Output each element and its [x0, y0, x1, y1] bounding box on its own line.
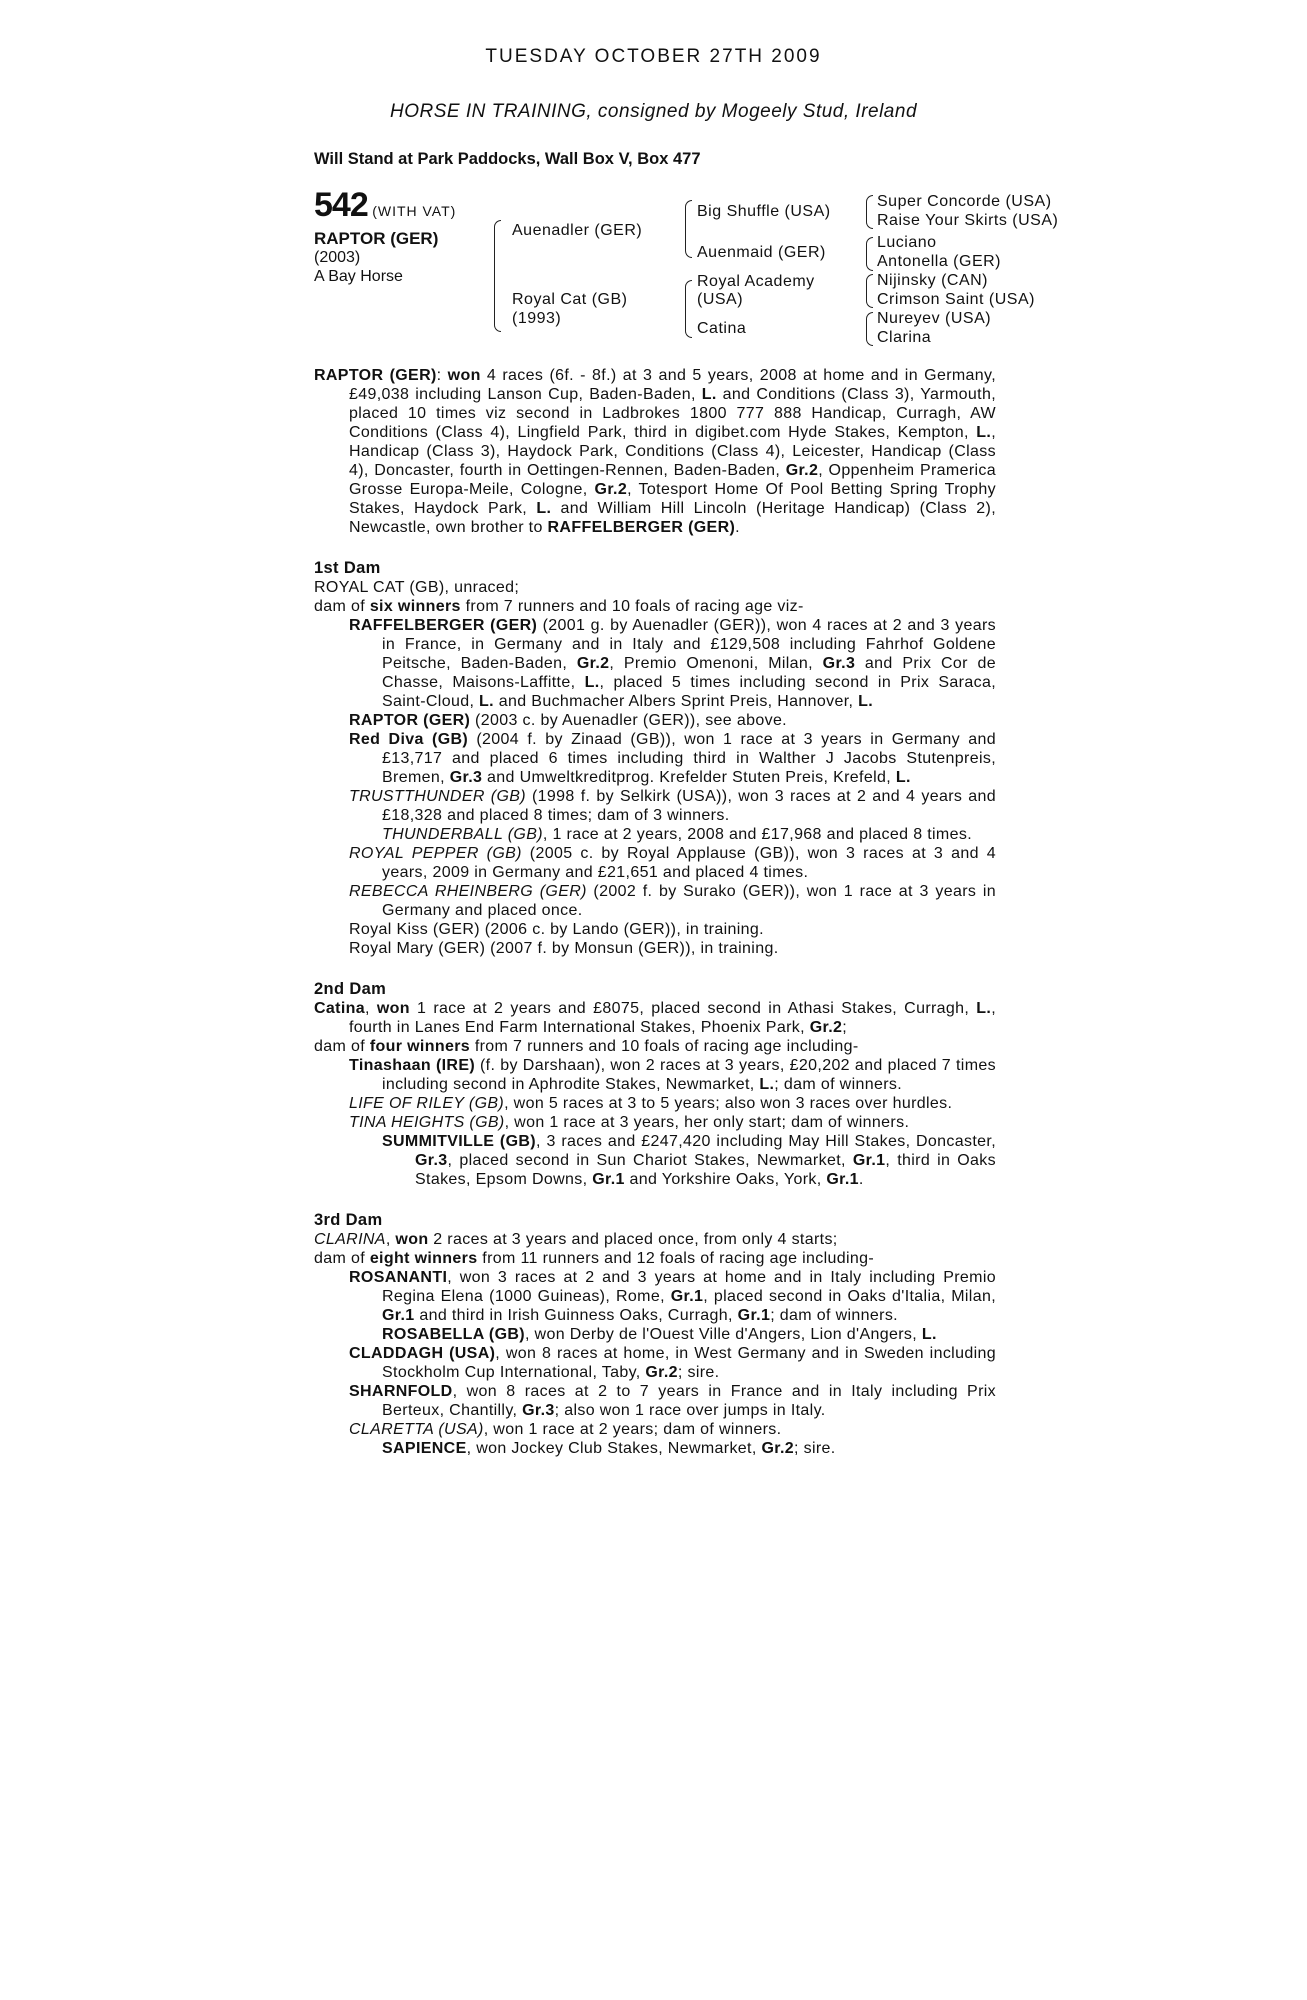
produce-rebecca-rheinberg: REBECCA RHEINBERG (GER) (2002 f. by Surako (GER)), won 1 race at 3 years in Germany and placed once. — [349, 883, 996, 919]
brace-g56 — [866, 274, 873, 308]
summary-paragraph: RAPTOR (GER): won 4 races (6f. - 8f.) at 3 and 5 years, 2008 at home and in Germany, £49,038 including Lanson Cup, Baden-Baden, L. and Conditions (Class 3), Yarmouth, placed 10 times viz second in Ladbrokes 1800 777 888 Handicap, Curragh, AW Conditions (Class 4), Lingfield Park, third in digibet.com Hyde Stakes, Kempton, L., Handicap (Class 3), Haydock Park, Conditions (Class 4), Leicester, Handicap (Class 4), Doncaster, fourth in Oettingen-Rennen, Baden-Baden, Gr.2, Oppenheim Pramerica Grosse Europa-Meile, Cologne, Gr.2, Totesport Home Of Pool Betting Spring Trophy Stakes, Haydock Park, L. and William Hill Lincoln (Heritage Handicap) (Class 2), Newcastle, own brother to RAFFELBERGER (GER). — [314, 367, 997, 536]
pedigree-g8: Clarina — [877, 329, 932, 346]
produce-sapience: SAPIENCE, won Jockey Club Stakes, Newmarket, Gr.2; sire. — [382, 1440, 836, 1457]
pedigree-dam-sire: Royal Academy — [697, 273, 815, 290]
brace-sire — [685, 200, 692, 258]
horse-name: RAPTOR (GER) — [314, 229, 439, 248]
produce-claddagh: CLADDAGH (USA), won 8 races at home, in West Germany and in Sweden including Stockholm Cup International, Taby, Gr.2; sire. — [349, 1345, 996, 1381]
pedigree-g7: Nureyev (USA) — [877, 310, 992, 327]
pedigree-g4: Antonella (GER) — [877, 253, 1001, 270]
vat-note: (WITH VAT) — [372, 203, 457, 219]
produce-royal-mary: Royal Mary (GER) (2007 f. by Monsun (GER)), in training. — [349, 940, 779, 957]
pedigree-g3: Luciano — [877, 234, 937, 251]
second-dam-heading: 2nd Dam — [314, 980, 387, 998]
first-dam-produce: dam of six winners from 7 runners and 10 foals of racing age viz- — [314, 598, 804, 615]
pedigree-g2: Raise Your Skirts (USA) — [877, 212, 1059, 229]
brace-g34 — [866, 237, 873, 271]
second-dam-produce: dam of four winners from 7 runners and 10 foals of racing age including- — [314, 1038, 859, 1055]
produce-sharnfold: SHARNFOLD, won 8 races at 2 to 7 years in France and in Italy including Prix Berteux, Chantilly, Gr.3; also won 1 race over jumps in Italy. — [349, 1383, 996, 1419]
pedigree-sire-dam: Auenmaid (GER) — [697, 244, 826, 261]
third-dam-heading: 3rd Dam — [314, 1211, 383, 1229]
race-record — [314, 366, 996, 1458]
produce-royal-kiss: Royal Kiss (GER) (2006 c. by Lando (GER)), in training. — [349, 921, 764, 938]
pedigree-sire: Auenadler (GER) — [512, 222, 643, 239]
produce-life-of-riley: LIFE OF RILEY (GB), won 5 races at 3 to 5 years; also won 3 races over hurdles. — [349, 1095, 953, 1112]
produce-tinashaan: Tinashaan (IRE) (f. by Darshaan), won 2 races at 3 years, £20,202 and placed 7 times including second in Aphrodite Stakes, Newmarket, L.; dam of winners. — [349, 1057, 996, 1093]
lot-block — [314, 186, 474, 286]
horse-description: A Bay Horse — [314, 268, 403, 285]
pedigree-dam-year: (1993) — [512, 310, 562, 327]
produce-raffelberger: RAFFELBERGER (GER) (2001 g. by Auenadler (GER)), won 4 races at 2 and 3 years in France, in Germany and in Italy and £129,508 including Fahrhof Goldene Peitsche, Baden-Baden, Gr.2, Premio Omenoni, Milan, Gr.3 and Prix Cor de Chasse, Maisons-Laffitte, L., placed 5 times including second in Prix Saraca, Saint-Cloud, L. and Buchmacher Albers Sprint Preis, Hannover, L. — [349, 617, 996, 710]
brace-g78 — [866, 312, 873, 346]
pedigree-g6: Crimson Saint (USA) — [877, 291, 1035, 308]
first-dam-heading: 1st Dam — [314, 559, 381, 577]
produce-royal-pepper: ROYAL PEPPER (GB) (2005 c. by Royal Applause (GB)), won 3 races at 3 and 4 years, 2009 in Germany and £21,651 and placed 4 times. — [349, 845, 996, 881]
produce-rosabella: ROSABELLA (GB), won Derby de l'Ouest Ville d'Angers, Lion d'Angers, L. — [382, 1326, 937, 1343]
third-dam-line: CLARINA, won 2 races at 3 years and placed once, from only 4 starts; — [314, 1231, 838, 1248]
sale-date: TUESDAY OCTOBER 27TH 2009 — [485, 46, 822, 67]
pedigree-dam-sire-origin: (USA) — [697, 291, 744, 308]
produce-summitville: SUMMITVILLE (GB), 3 races and £247,420 including May Hill Stakes, Doncaster, Gr.3, placed second in Sun Chariot Stakes, Newmarket, Gr.1, third in Oaks Stakes, Epsom Downs, Gr.1 and Yorkshire Oaks, York, Gr.1. — [382, 1133, 997, 1188]
produce-thunderball: THUNDERBALL (GB), 1 race at 2 years, 2008 and £17,968 and placed 8 times. — [382, 826, 973, 843]
second-dam-line: Catina, won 1 race at 2 years and £8075, placed second in Athasi Stakes, Curragh, L., fourth in Lanes End Farm International Stakes, Phoenix Park, Gr.2; — [314, 1000, 997, 1036]
pedigree-dam-dam: Catina — [697, 320, 747, 337]
pedigree-g5: Nijinsky (CAN) — [877, 272, 988, 289]
produce-tina-heights: TINA HEIGHTS (GB), won 1 race at 3 years, her only start; dam of winners. — [349, 1114, 910, 1131]
brace-dam — [685, 280, 692, 338]
pedigree-sire-sire: Big Shuffle (USA) — [697, 203, 831, 220]
pedigree-dam: Royal Cat (GB) — [512, 291, 628, 308]
pedigree-g1: Super Concorde (USA) — [877, 193, 1052, 210]
produce-raptor: RAPTOR (GER) (2003 c. by Auenadler (GER)), see above. — [349, 712, 787, 729]
produce-trustthunder: TRUSTTHUNDER (GB) (1998 f. by Selkirk (USA)), won 3 races at 2 and 4 years and £18,328 and placed 8 times; dam of 3 winners. — [349, 788, 996, 824]
third-dam-produce: dam of eight winners from 11 runners and 12 foals of racing age including- — [314, 1250, 875, 1267]
box-location: Will Stand at Park Paddocks, Wall Box V, Box 477 — [314, 150, 701, 168]
brace-g12 — [866, 195, 873, 229]
produce-claretta: CLARETTA (USA), won 1 race at 2 years; dam of winners. — [349, 1421, 782, 1438]
lot-number: 542 — [314, 186, 368, 224]
first-dam-line: ROYAL CAT (GB), unraced; — [314, 579, 520, 596]
consignment-line: HORSE IN TRAINING, consigned by Mogeely Stud, Ireland — [389, 101, 918, 122]
produce-rosananti: ROSANANTI, won 3 races at 2 and 3 years at home and in Italy including Premio Regina Elena (1000 Guineas), Rome, Gr.1, placed second in Oaks d'Italia, Milan, Gr.1 and third in Irish Guinness Oaks, Curragh, Gr.1; dam of winners. — [349, 1269, 997, 1324]
foaling-year: (2003) — [314, 249, 361, 266]
brace-main — [494, 220, 501, 332]
produce-red-diva: Red Diva (GB) (2004 f. by Zinaad (GB)), won 1 race at 3 years in Germany and £13,717 and placed 6 times including third in Walther J Jacobs Stutenpreis, Bremen, Gr.3 and Umweltkreditprog. Krefelder Stuten Preis, Krefeld, L. — [349, 731, 996, 786]
